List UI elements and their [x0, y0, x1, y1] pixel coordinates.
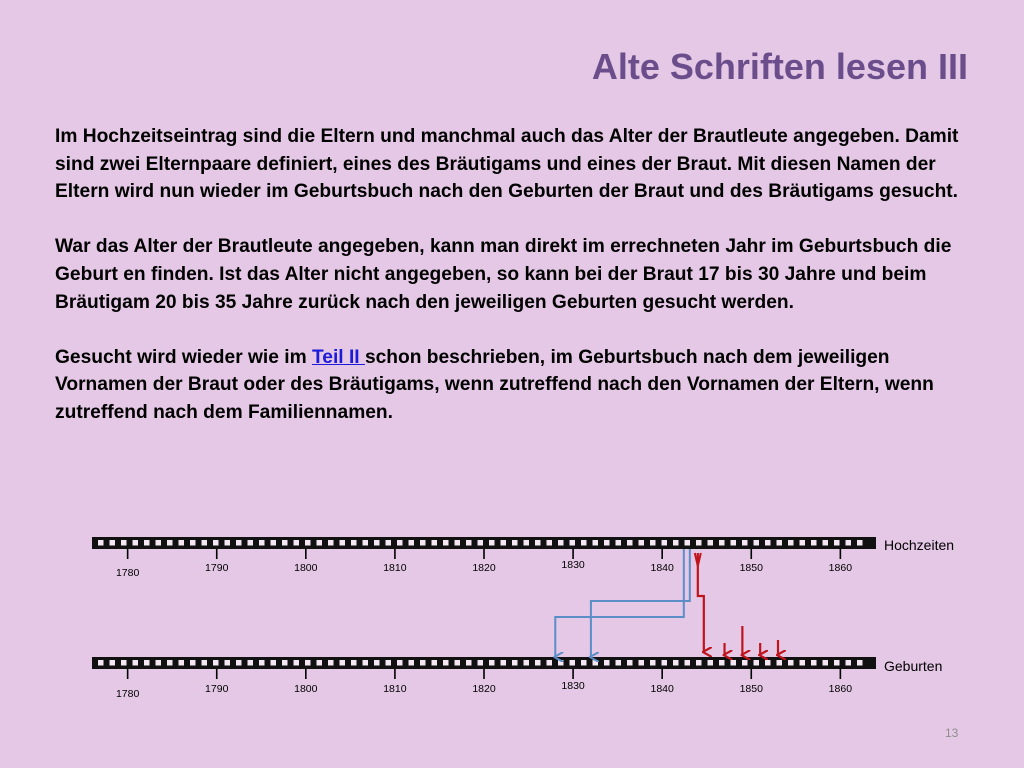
- film-strip-hole: [432, 660, 438, 666]
- film-strip-hole: [156, 660, 162, 666]
- film-strip-hole: [788, 660, 794, 666]
- film-strip-hole: [110, 660, 116, 666]
- film-strip-hole: [765, 540, 771, 546]
- film-strip-hole: [236, 660, 242, 666]
- film-strip-hole: [650, 540, 656, 546]
- film-strip-hole: [708, 660, 714, 666]
- film-strip-hole: [846, 660, 852, 666]
- film-strip-hole: [432, 540, 438, 546]
- film-strip-hole: [627, 660, 633, 666]
- film-strip-hole: [351, 660, 357, 666]
- film-strip-hole: [271, 660, 277, 666]
- film-strip-hole: [225, 660, 231, 666]
- year-label: 1850: [739, 562, 763, 574]
- film-strip-hole: [524, 540, 530, 546]
- year-label: 1860: [828, 683, 853, 695]
- film-strip-hole: [340, 660, 346, 666]
- film-strip-hole: [662, 660, 668, 666]
- film-strip-hole: [547, 660, 553, 666]
- film-strip-hole: [685, 540, 691, 546]
- year-label: 1790: [205, 683, 229, 695]
- marriage-timeline-ticks: [116, 549, 852, 579]
- paragraph-3-start: Gesucht wird wieder wie im: [55, 346, 312, 368]
- film-strip-hole: [443, 660, 449, 666]
- page-number: 13: [945, 726, 959, 740]
- film-strip-hole: [857, 540, 863, 546]
- film-strip-hole: [719, 660, 725, 666]
- film-strip-hole: [294, 660, 300, 666]
- year-label: 1830: [561, 559, 585, 571]
- film-strip-hole: [754, 540, 760, 546]
- year-label: 1810: [383, 683, 407, 695]
- film-strip-hole: [190, 540, 196, 546]
- film-strip-hole: [570, 540, 576, 546]
- film-strip-hole: [501, 540, 507, 546]
- film-strip-hole: [742, 660, 748, 666]
- film-strip-hole: [225, 540, 231, 546]
- slide-title: Alte Schriften lesen III: [591, 46, 968, 87]
- film-strip-hole: [110, 540, 116, 546]
- film-strip-hole: [777, 540, 783, 546]
- film-strip-hole: [593, 540, 599, 546]
- year-label: 1790: [205, 562, 229, 574]
- film-strip-hole: [179, 660, 185, 666]
- film-strip-hole: [616, 660, 622, 666]
- film-strip-hole: [570, 660, 576, 666]
- teil-2-link[interactable]: Teil II: [311, 346, 365, 368]
- year-label: 1780: [115, 688, 140, 700]
- film-strip-hole: [443, 540, 449, 546]
- film-strip-hole: [466, 660, 472, 666]
- year-label: 1800: [294, 562, 318, 574]
- birth-timeline-strip: [92, 657, 876, 669]
- year-label: 1780: [115, 567, 140, 579]
- film-strip-hole: [731, 540, 737, 546]
- film-strip-hole: [558, 660, 564, 666]
- film-strip-hole: [282, 540, 288, 546]
- film-strip-hole: [167, 660, 173, 666]
- film-strip-hole: [397, 540, 403, 546]
- film-strip-hole: [489, 540, 495, 546]
- film-strip-hole: [144, 540, 150, 546]
- film-strip-hole: [800, 660, 806, 666]
- film-strip-hole: [305, 540, 311, 546]
- paragraph-3-end: schon beschrieben, im Geburtsbuch nach dem jeweiligen Vornamen der Braut oder des Bräutigams, wenn zutreffend nach den Vornamen der Eltern, wenn zutreffend nach dem Familiennamen.: [55, 346, 934, 423]
- film-strip-hole: [512, 660, 518, 666]
- film-strip-hole: [731, 660, 737, 666]
- film-strip-hole: [800, 540, 806, 546]
- film-strip-hole: [604, 660, 610, 666]
- film-strip-hole: [765, 660, 771, 666]
- film-strip-hole: [190, 660, 196, 666]
- film-strip-hole: [98, 660, 104, 666]
- blue-search-arrow: [591, 549, 690, 657]
- film-strip-hole: [386, 540, 392, 546]
- film-strip-hole: [351, 540, 357, 546]
- film-strip-hole: [685, 660, 691, 666]
- film-strip-hole: [202, 540, 208, 546]
- film-strip-hole: [616, 540, 622, 546]
- film-strip-hole: [673, 540, 679, 546]
- film-strip-hole: [121, 540, 127, 546]
- film-strip-hole: [409, 540, 415, 546]
- marriage-timeline-label: Hochzeiten: [884, 537, 955, 553]
- film-strip-hole: [328, 540, 334, 546]
- film-strip-hole: [754, 660, 760, 666]
- film-strip-hole: [420, 540, 426, 546]
- film-strip-hole: [317, 660, 323, 666]
- film-strip-hole: [259, 540, 265, 546]
- film-strip-hole: [857, 660, 863, 666]
- year-label: 1850: [739, 683, 763, 695]
- marriage-timeline-strip: [92, 537, 876, 549]
- paragraph-2: War das Alter der Brautleute angegeben, kann man direkt im errechneten Jahr im Geburtsbuch die Geburt en finden. Ist das Alter nicht angegeben, so kann bei der Braut 17 bis 30 Jahre und beim Bräutigam 20 bis 35 Jahre zurück nach den jeweiligen Geburten gesucht werden.: [55, 236, 952, 313]
- birth-timeline-ticks: [116, 669, 852, 700]
- year-label: 1840: [650, 562, 674, 574]
- film-strip-hole: [604, 540, 610, 546]
- year-label: 1840: [650, 683, 674, 695]
- year-label: 1820: [472, 562, 496, 574]
- film-strip-hole: [386, 660, 392, 666]
- film-strip-hole: [202, 660, 208, 666]
- film-strip-hole: [294, 540, 300, 546]
- film-strip-hole: [811, 660, 817, 666]
- film-strip-hole: [639, 540, 645, 546]
- film-strip-hole: [133, 540, 139, 546]
- year-label: 1810: [383, 562, 407, 574]
- film-strip-hole: [581, 660, 587, 666]
- film-strip-hole: [328, 660, 334, 666]
- film-strip-hole: [846, 540, 852, 546]
- film-strip-hole: [478, 540, 484, 546]
- film-strip-hole: [696, 540, 702, 546]
- film-strip-hole: [121, 660, 127, 666]
- film-strip-hole: [489, 660, 495, 666]
- red-search-arrow: [698, 553, 704, 652]
- year-label: 1860: [828, 562, 853, 574]
- film-strip-hole: [363, 660, 369, 666]
- film-strip-hole: [512, 540, 518, 546]
- film-strip-hole: [696, 660, 702, 666]
- film-strip-hole: [535, 540, 541, 546]
- film-strip-hole: [650, 660, 656, 666]
- film-strip-hole: [248, 660, 254, 666]
- film-strip-hole: [317, 540, 323, 546]
- film-strip-hole: [777, 660, 783, 666]
- film-strip-hole: [547, 540, 553, 546]
- film-strip-hole: [524, 660, 530, 666]
- film-strip-hole: [167, 540, 173, 546]
- film-strip-hole: [627, 540, 633, 546]
- film-strip-hole: [466, 540, 472, 546]
- film-strip-hole: [179, 540, 185, 546]
- film-strip-hole: [259, 660, 265, 666]
- film-strip-hole: [834, 540, 840, 546]
- film-strip-hole: [455, 660, 461, 666]
- film-strip-hole: [409, 660, 415, 666]
- film-strip-hole: [673, 660, 679, 666]
- year-label: 1830: [561, 680, 585, 692]
- film-strip-hole: [98, 540, 104, 546]
- film-strip-hole: [144, 660, 150, 666]
- film-strip-hole: [248, 540, 254, 546]
- film-strip-hole: [719, 540, 725, 546]
- film-strip-hole: [397, 660, 403, 666]
- film-strip-hole: [823, 660, 829, 666]
- year-label: 1820: [472, 683, 496, 695]
- film-strip-hole: [282, 660, 288, 666]
- film-strip-hole: [236, 540, 242, 546]
- film-strip-hole: [581, 540, 587, 546]
- film-strip-hole: [133, 660, 139, 666]
- film-strip-hole: [305, 660, 311, 666]
- film-strip-hole: [420, 660, 426, 666]
- film-strip-hole: [535, 660, 541, 666]
- film-strip-hole: [639, 660, 645, 666]
- film-strip-hole: [374, 540, 380, 546]
- birth-timeline-label: Geburten: [884, 658, 943, 674]
- film-strip-hole: [478, 660, 484, 666]
- film-strip-hole: [340, 540, 346, 546]
- film-strip-hole: [374, 660, 380, 666]
- film-strip-hole: [662, 540, 668, 546]
- film-strip-hole: [811, 540, 817, 546]
- film-strip-hole: [213, 660, 219, 666]
- paragraph-1: Im Hochzeitseintrag sind die Eltern und manchmal auch das Alter der Brautleute angegeben. Damit sind zwei Elternpaare definiert, eines des Bräutigams und eines der Braut. Mit diesen Namen der Eltern wird nun wieder im Geburtsbuch nach den Geburten der Braut und des Bräutigams gesucht.: [55, 126, 959, 203]
- film-strip-hole: [708, 540, 714, 546]
- film-strip-hole: [834, 660, 840, 666]
- film-strip-hole: [788, 540, 794, 546]
- film-strip-hole: [213, 540, 219, 546]
- film-strip-hole: [455, 540, 461, 546]
- film-strip-hole: [558, 540, 564, 546]
- film-strip-hole: [742, 540, 748, 546]
- film-strip-hole: [156, 540, 162, 546]
- film-strip-hole: [501, 660, 507, 666]
- film-strip-hole: [363, 540, 369, 546]
- film-strip-hole: [593, 660, 599, 666]
- film-strip-hole: [271, 540, 277, 546]
- film-strip-hole: [823, 540, 829, 546]
- year-label: 1800: [294, 683, 318, 695]
